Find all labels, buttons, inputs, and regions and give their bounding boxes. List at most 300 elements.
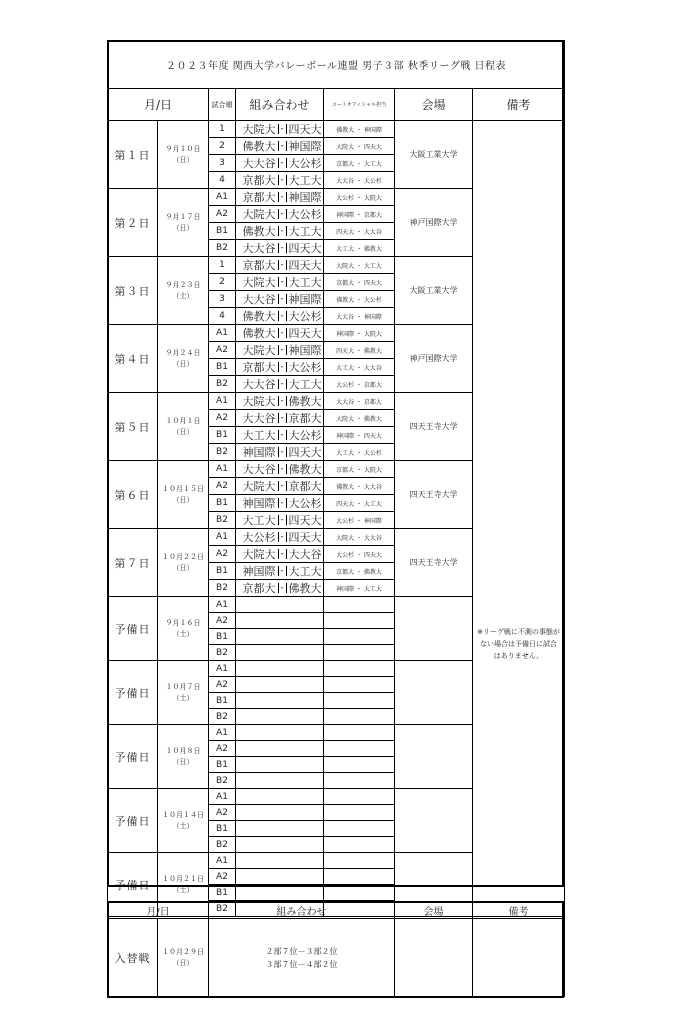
day-date-text: ９月１０日	[165, 144, 201, 153]
match-number: 4	[209, 172, 236, 189]
reserve-day-date	[158, 597, 209, 661]
reserve-slot: A2	[209, 613, 236, 629]
reserve-day-date	[158, 725, 209, 789]
home-team: 大院大	[236, 274, 278, 291]
away-team: 四天大	[287, 529, 324, 546]
versus-separator	[278, 427, 287, 444]
reserve-pairing-empty	[236, 613, 324, 629]
court-officials: 神国際 ・ 四天大	[324, 427, 395, 444]
reserve-officials-empty	[324, 661, 395, 677]
reserve-date-text: ９月１６日	[165, 618, 201, 627]
away-team: 大工大	[287, 223, 324, 240]
reserve-venue-empty	[395, 661, 473, 725]
reserve-pairing-empty	[236, 773, 324, 789]
replacement-pairing-1: ２部７位－３部２位	[265, 946, 338, 956]
versus-dash: -	[278, 532, 287, 542]
match-number: 3	[209, 291, 236, 308]
versus-dash: -	[278, 124, 287, 134]
match-number: A2	[209, 410, 236, 427]
reserve-pairing-empty	[236, 629, 324, 645]
match-number: 2	[209, 274, 236, 291]
page-title: ２０２３年度 関西大学バレーボール連盟 男子３部 秋季リーグ戦 日程表	[108, 41, 565, 89]
reserve-pairing-empty	[236, 789, 324, 805]
day-date-text: ９月２３日	[165, 280, 201, 289]
versus-separator	[278, 155, 287, 172]
reserve-pairing-empty	[236, 741, 324, 757]
versus-dash: -	[278, 583, 287, 593]
versus-dash: -	[278, 243, 287, 253]
home-team: 大院大	[236, 206, 278, 223]
reserve-officials-empty	[324, 693, 395, 709]
reserve-slot: B2	[209, 773, 236, 789]
reserve-day-label: 予備日	[108, 597, 158, 661]
reserve-weekday: （日）	[172, 757, 194, 766]
reserve-slot: B1	[209, 821, 236, 837]
reserve-date-text: １０月７日	[165, 682, 201, 691]
court-officials: 大公杉 ・ 神国際	[324, 512, 395, 529]
reserve-officials-empty	[324, 741, 395, 757]
versus-dash: -	[278, 549, 287, 559]
reserve-slot: B1	[209, 885, 236, 901]
away-team: 大公杉	[287, 359, 324, 376]
reserve-pairing-empty	[236, 725, 324, 741]
reserve-pairing-empty	[236, 869, 324, 885]
day-label: 第５日	[108, 393, 158, 461]
versus-separator	[278, 308, 287, 325]
day-label: 第４日	[108, 325, 158, 393]
venue: 大阪工業大学	[395, 257, 473, 325]
reserve-officials-empty	[324, 613, 395, 629]
replacement-label: 入替戦	[108, 919, 158, 997]
reserve-officials-empty	[324, 869, 395, 885]
court-officials: 大大谷 ・ 大公杉	[324, 172, 395, 189]
reserve-slot: B1	[209, 757, 236, 773]
court-officials: 大大谷 ・ 京都大	[324, 393, 395, 410]
away-team: 佛教大	[287, 580, 324, 597]
reserve-officials-empty	[324, 645, 395, 661]
versus-separator	[278, 291, 287, 308]
versus-separator	[278, 563, 287, 580]
versus-separator	[278, 325, 287, 342]
home-team: 神国際	[236, 444, 278, 461]
day-date-text: １０月２２日	[162, 552, 204, 561]
versus-dash: -	[278, 311, 287, 321]
reserve-officials-empty	[324, 789, 395, 805]
reserve-pairing-empty	[236, 661, 324, 677]
away-team: 大工大	[287, 172, 324, 189]
versus-separator	[278, 580, 287, 597]
home-team: 佛教大	[236, 308, 278, 325]
reserve-day-label: 予備日	[108, 789, 158, 853]
reserve-venue-empty	[395, 725, 473, 789]
venue: 四天王寺大学	[395, 393, 473, 461]
match-number: A1	[209, 325, 236, 342]
reserve-officials-empty	[324, 885, 395, 901]
reserve-day-label: 予備日	[108, 853, 158, 917]
versus-dash: -	[278, 192, 287, 202]
away-team: 大工大	[287, 563, 324, 580]
match-number: A2	[209, 342, 236, 359]
court-officials: 佛教大 ・ 神国際	[324, 121, 395, 138]
reserve-officials-empty	[324, 677, 395, 693]
venue: 四天王寺大学	[395, 461, 473, 529]
reserve-venue-empty	[395, 789, 473, 853]
replacement-pairings	[209, 919, 395, 997]
court-officials: 大院大 ・ 大工大	[324, 257, 395, 274]
reserve-pairing-empty	[236, 693, 324, 709]
versus-dash: -	[278, 158, 287, 168]
versus-separator	[278, 121, 287, 138]
court-officials: 大工大 ・ 大大谷	[324, 359, 395, 376]
versus-dash: -	[278, 345, 287, 355]
reserve-slot: A2	[209, 869, 236, 885]
reserve-officials-empty	[324, 853, 395, 869]
court-officials: 京都大 ・ 大工大	[324, 155, 395, 172]
day-date	[158, 461, 209, 529]
court-officials: 大公杉 ・ 大院大	[324, 189, 395, 206]
match-number: 4	[209, 308, 236, 325]
versus-dash: -	[278, 175, 287, 185]
home-team: 大大谷	[236, 240, 278, 257]
reserve-venue-empty	[395, 597, 473, 661]
day-date	[158, 325, 209, 393]
reserve-note: ※リーグ戦に不測の事態がない場合は予備日に試合はありません。	[477, 627, 560, 660]
day-date-text: ９月１７日	[165, 212, 201, 221]
header-date: 月/日	[108, 89, 209, 121]
day-weekday: （日）	[172, 223, 194, 232]
away-team: 京都大	[287, 410, 324, 427]
replacement-date-text: １０月２９日	[162, 947, 204, 956]
versus-separator	[278, 495, 287, 512]
reserve-slot: B2	[209, 709, 236, 725]
versus-dash: -	[278, 447, 287, 457]
home-team: 佛教大	[236, 325, 278, 342]
home-team: 京都大	[236, 359, 278, 376]
home-team: 大大谷	[236, 410, 278, 427]
reserve-pairing-empty	[236, 837, 324, 853]
home-team: 京都大	[236, 172, 278, 189]
reserve-officials-empty	[324, 709, 395, 725]
reserve-day-date	[158, 661, 209, 725]
versus-dash: -	[278, 566, 287, 576]
match-number: A1	[209, 393, 236, 410]
versus-separator	[278, 461, 287, 478]
away-team: 大工大	[287, 274, 324, 291]
versus-dash: -	[278, 481, 287, 491]
reserve-day-label: 予備日	[108, 661, 158, 725]
versus-dash: -	[278, 498, 287, 508]
day-weekday: （日）	[172, 155, 194, 164]
versus-dash: -	[278, 260, 287, 270]
home-team: 大工大	[236, 427, 278, 444]
reserve-date-text: １０月２１日	[162, 874, 204, 883]
away-team: 大公杉	[287, 495, 324, 512]
reserve-pairing-empty	[236, 885, 324, 901]
away-team: 大大谷	[287, 546, 324, 563]
reserve-pairing-empty	[236, 677, 324, 693]
home-team: 大大谷	[236, 291, 278, 308]
versus-separator	[278, 376, 287, 393]
home-team: 大院大	[236, 342, 278, 359]
court-officials: 大院大 ・ 四天大	[324, 138, 395, 155]
away-team: 神国際	[287, 291, 324, 308]
versus-separator	[278, 342, 287, 359]
court-officials: 大公杉 ・ 四天大	[324, 546, 395, 563]
reserve-officials-empty	[324, 725, 395, 741]
home-team: 大院大	[236, 546, 278, 563]
versus-dash: -	[278, 226, 287, 236]
match-number: A1	[209, 189, 236, 206]
home-team: 大大谷	[236, 155, 278, 172]
venue: 四天王寺大学	[395, 529, 473, 597]
match-number: B1	[209, 359, 236, 376]
away-team: 神国際	[287, 189, 324, 206]
away-team: 大公杉	[287, 308, 324, 325]
day-date	[158, 189, 209, 257]
reserve-weekday: （土）	[172, 885, 194, 894]
reserve-pairing-empty	[236, 805, 324, 821]
reserve-officials-empty	[324, 629, 395, 645]
reserve-pairing-empty	[236, 757, 324, 773]
court-officials: 佛教大 ・ 大大谷	[324, 478, 395, 495]
away-team: 大公杉	[287, 206, 324, 223]
away-team: 大公杉	[287, 155, 324, 172]
match-number: B1	[209, 427, 236, 444]
reserve-slot: A2	[209, 741, 236, 757]
reserve-date-text: １０月８日	[165, 746, 201, 755]
versus-dash: -	[278, 294, 287, 304]
reserve-pairing-empty	[236, 645, 324, 661]
court-officials: 大工大 ・ 佛教大	[324, 240, 395, 257]
court-officials: 四天大 ・ 大工大	[324, 495, 395, 512]
match-number: B2	[209, 444, 236, 461]
day-weekday: （日）	[172, 563, 194, 572]
day-weekday: （日）	[172, 359, 194, 368]
day-weekday: （土）	[172, 291, 194, 300]
reserve-slot: A1	[209, 853, 236, 869]
home-team: 京都大	[236, 257, 278, 274]
day-label: 第７日	[108, 529, 158, 597]
versus-separator	[278, 138, 287, 155]
home-team: 大院大	[236, 393, 278, 410]
day-label: 第３日	[108, 257, 158, 325]
replacement-date	[158, 919, 209, 997]
match-number: A2	[209, 206, 236, 223]
court-officials: 大院大 ・ 佛教大	[324, 410, 395, 427]
home-team: 大大谷	[236, 461, 278, 478]
home-team: 大院大	[236, 478, 278, 495]
match-number: A2	[209, 478, 236, 495]
versus-dash: -	[278, 413, 287, 423]
reserve-pairing-empty	[236, 597, 324, 613]
versus-dash: -	[278, 209, 287, 219]
reserve-slot: A2	[209, 805, 236, 821]
replacement-remarks	[473, 919, 565, 997]
match-number: 2	[209, 138, 236, 155]
day-date	[158, 393, 209, 461]
day-label: 第１日	[108, 121, 158, 189]
match-number: 1	[209, 121, 236, 138]
versus-dash: -	[278, 515, 287, 525]
court-officials: 京都大 ・ 四天大	[324, 274, 395, 291]
versus-separator	[278, 512, 287, 529]
away-team: 大工大	[287, 376, 324, 393]
schedule-table	[107, 40, 565, 917]
away-team: 佛教大	[287, 393, 324, 410]
court-officials: 神国際 ・ 大院大	[324, 325, 395, 342]
away-team: 四天大	[287, 444, 324, 461]
versus-separator	[278, 223, 287, 240]
reserve-slot: B1	[209, 629, 236, 645]
replacement-table	[107, 901, 565, 997]
day-label: 第６日	[108, 461, 158, 529]
court-officials: 四天大 ・ 佛教大	[324, 342, 395, 359]
away-team: 四天大	[287, 325, 324, 342]
replacement-venue	[395, 919, 473, 997]
reserve-day-label: 予備日	[108, 725, 158, 789]
venue: 神戸国際大学	[395, 189, 473, 257]
home-team: 大公杉	[236, 529, 278, 546]
reserve-pairing-empty	[236, 853, 324, 869]
reserve-slot: B2	[209, 837, 236, 853]
versus-separator	[278, 206, 287, 223]
header-pairing: 組み合わせ	[236, 89, 324, 121]
match-number: B2	[209, 512, 236, 529]
versus-separator	[278, 393, 287, 410]
versus-dash: -	[278, 396, 287, 406]
versus-dash: -	[278, 379, 287, 389]
away-team: 大公杉	[287, 427, 324, 444]
court-officials: 神国際 ・ 京都大	[324, 206, 395, 223]
replacement-header-venue: 会場	[395, 902, 473, 919]
versus-dash: -	[278, 328, 287, 338]
versus-separator	[278, 240, 287, 257]
reserve-weekday: （土）	[172, 821, 194, 830]
match-number: 1	[209, 257, 236, 274]
reserve-slot: A1	[209, 661, 236, 677]
versus-separator	[278, 546, 287, 563]
remarks-column	[473, 121, 565, 917]
away-team: 四天大	[287, 121, 324, 138]
reserve-officials-empty	[324, 837, 395, 853]
reserve-slot: B1	[209, 693, 236, 709]
versus-separator	[278, 257, 287, 274]
versus-separator	[278, 410, 287, 427]
versus-separator	[278, 274, 287, 291]
away-team: 神国際	[287, 138, 324, 155]
away-team: 京都大	[287, 478, 324, 495]
reserve-officials-empty	[324, 773, 395, 789]
header-match-no: 試合順	[209, 89, 236, 121]
versus-dash: -	[278, 141, 287, 151]
reserve-pairing-empty	[236, 821, 324, 837]
versus-separator	[278, 444, 287, 461]
reserve-slot: A2	[209, 677, 236, 693]
reserve-officials-empty	[324, 757, 395, 773]
replacement-pairing-2: ３部７位－４部２位	[265, 959, 338, 969]
reserve-weekday: （土）	[172, 629, 194, 638]
reserve-officials-empty	[324, 597, 395, 613]
home-team: 神国際	[236, 563, 278, 580]
away-team: 四天大	[287, 257, 324, 274]
match-number: A2	[209, 546, 236, 563]
versus-separator	[278, 359, 287, 376]
reserve-day-date	[158, 789, 209, 853]
home-team: 大大谷	[236, 376, 278, 393]
match-number: 3	[209, 155, 236, 172]
home-team: 佛教大	[236, 223, 278, 240]
match-row	[108, 121, 565, 138]
versus-separator	[278, 189, 287, 206]
match-number: B1	[209, 223, 236, 240]
match-number: B1	[209, 563, 236, 580]
versus-separator	[278, 172, 287, 189]
home-team: 神国際	[236, 495, 278, 512]
match-number: B2	[209, 580, 236, 597]
home-team: 大工大	[236, 512, 278, 529]
venue: 神戸国際大学	[395, 325, 473, 393]
header-officials: コートオフィシャル担当	[324, 89, 395, 121]
court-officials: 大公杉 ・ 京都大	[324, 376, 395, 393]
header-venue: 会場	[395, 89, 473, 121]
versus-dash: -	[278, 430, 287, 440]
home-team: 京都大	[236, 580, 278, 597]
court-officials: 四天大 ・ 大大谷	[324, 223, 395, 240]
day-weekday: （日）	[172, 427, 194, 436]
court-officials: 佛教大 ・ 大公杉	[324, 291, 395, 308]
match-number: B2	[209, 240, 236, 257]
court-officials: 神国際 ・ 大工大	[324, 580, 395, 597]
reserve-slot: A1	[209, 597, 236, 613]
home-team: 京都大	[236, 189, 278, 206]
reserve-date-text: １０月１４日	[162, 810, 204, 819]
reserve-slot: A1	[209, 725, 236, 741]
reserve-slot: A1	[209, 789, 236, 805]
away-team: 四天大	[287, 512, 324, 529]
match-number: B1	[209, 495, 236, 512]
match-number: A1	[209, 461, 236, 478]
reserve-weekday: （土）	[172, 693, 194, 702]
day-weekday: （日）	[172, 495, 194, 504]
reserve-slot: B2	[209, 645, 236, 661]
court-officials: 京都大 ・ 佛教大	[324, 563, 395, 580]
day-date	[158, 257, 209, 325]
reserve-slot: B2	[209, 901, 236, 917]
court-officials: 大大谷 ・ 神国際	[324, 308, 395, 325]
replacement-header-pairing: 組み合わせ	[209, 902, 395, 919]
reserve-officials-empty	[324, 805, 395, 821]
match-number: A1	[209, 529, 236, 546]
home-team: 大院大	[236, 121, 278, 138]
day-date-text: １０月１５日	[162, 484, 204, 493]
versus-dash: -	[278, 277, 287, 287]
court-officials: 京都大 ・ 大院大	[324, 461, 395, 478]
replacement-header-date: 月/日	[108, 902, 209, 919]
away-team: 佛教大	[287, 461, 324, 478]
reserve-officials-empty	[324, 821, 395, 837]
court-officials: 大工大 ・ 大公杉	[324, 444, 395, 461]
versus-separator	[278, 478, 287, 495]
court-officials: 大院大 ・ 大大谷	[324, 529, 395, 546]
venue: 大阪工業大学	[395, 121, 473, 189]
replacement-weekday: （日）	[172, 958, 194, 967]
day-date	[158, 529, 209, 597]
away-team: 神国際	[287, 342, 324, 359]
away-team: 四天大	[287, 240, 324, 257]
match-number: B2	[209, 376, 236, 393]
header-remarks: 備考	[473, 89, 565, 121]
day-date-text: １０月１日	[165, 416, 201, 425]
